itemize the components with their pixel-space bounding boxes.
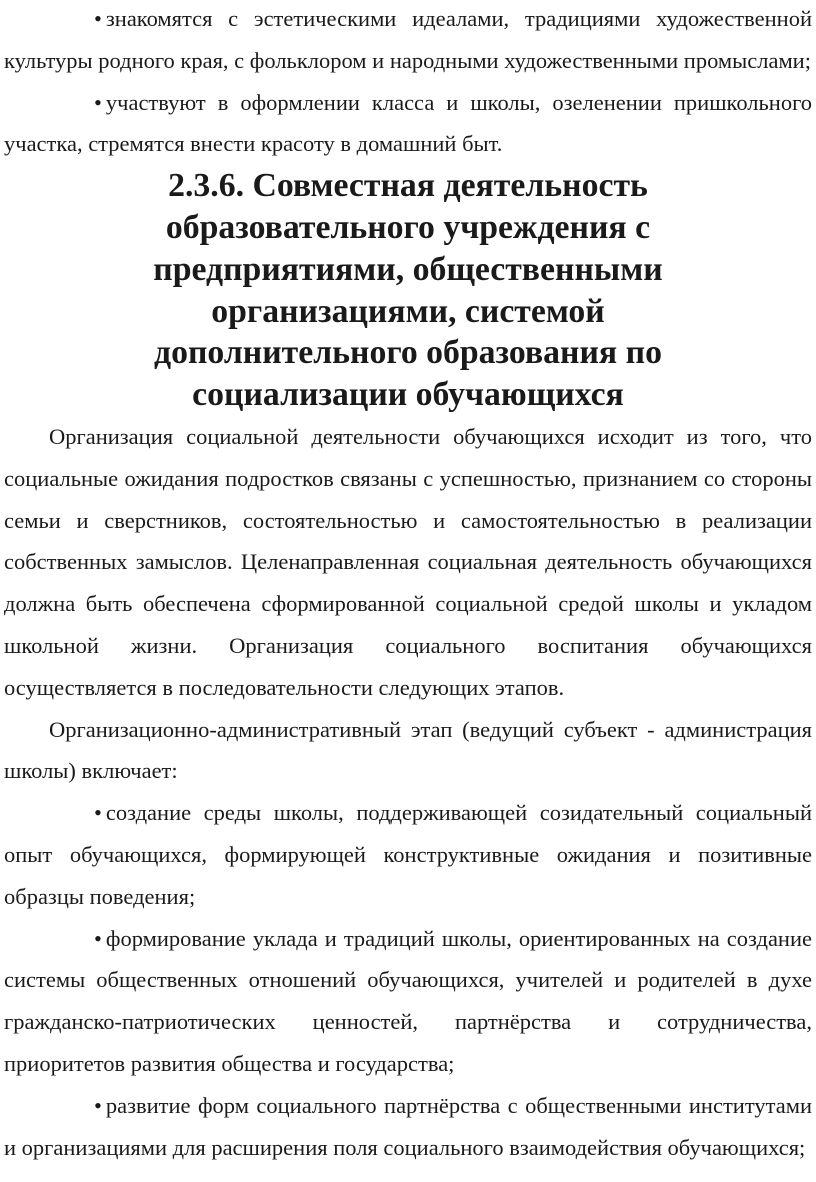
bullet-icon: • <box>94 6 102 31</box>
bullet-text: создание среды школы, поддерживающей созидательный социальный опыт обучающихся, формирующей конструктивные ожидания и позитивные образцы поведения; <box>4 800 812 909</box>
section-heading-line: предприятиями, общественными организациями, системой <box>153 250 663 330</box>
bullet-item <box>4 1085 812 1169</box>
bullet-text: участвуют в оформлении класса и школы, озеленении пришкольного участка, стремятся внести красоту в домашний быт. <box>4 89 812 157</box>
bullet-icon: • <box>94 89 102 115</box>
section-heading <box>4 165 812 416</box>
bullet-item <box>4 918 812 1085</box>
bullet-item <box>4 0 812 82</box>
body-paragraph: Организационно-административный этап (ведущий субъект - администрация школы) включает: <box>4 716 812 784</box>
bullet-text: формирование уклада и традиций школы, ориентированных на создание системы общественных отношений обучающихся, учителей и родителей в духе гражданско-патриотических ценностей, партнёрства и сотрудничества, приоритетов развития общества и государства; <box>4 925 812 1076</box>
bullet-icon: • <box>94 800 102 826</box>
bullet-item <box>4 82 812 166</box>
bullet-text: развитие форм социального партнёрства с общественными институтами и организациями для расширения поля социального взаимодействия обучающихся; <box>4 1092 812 1160</box>
section-heading-line: 2.3.6. Совместная деятельность образовательного учреждения с <box>165 167 651 246</box>
bullet-icon: • <box>94 925 102 951</box>
bullet-item <box>4 792 812 917</box>
bullet-icon: • <box>94 1092 102 1118</box>
bullet-text: знакомятся с эстетическими идеалами, традициями художественной культуры родного края, с фольклором и народными художественными промыслами; <box>4 6 812 73</box>
body-paragraph: Организация социальной деятельности обучающихся исходит из того, что социальные ожидания подростков связаны с успешностью, признанием со стороны семьи и сверстников, состоятельностью и самостоятельностью в реализации собственных замыслов. Целенаправленная социальная деятельность обучающихся должна быть обеспечена сформированной социальной средой школы и укладом школьной жизни. Организация социального воспитания обучающихся осуществляется в последовательности следующих этапов. <box>4 423 812 700</box>
section-heading-line: дополнительного образования по социализации обучающихся <box>154 334 662 414</box>
